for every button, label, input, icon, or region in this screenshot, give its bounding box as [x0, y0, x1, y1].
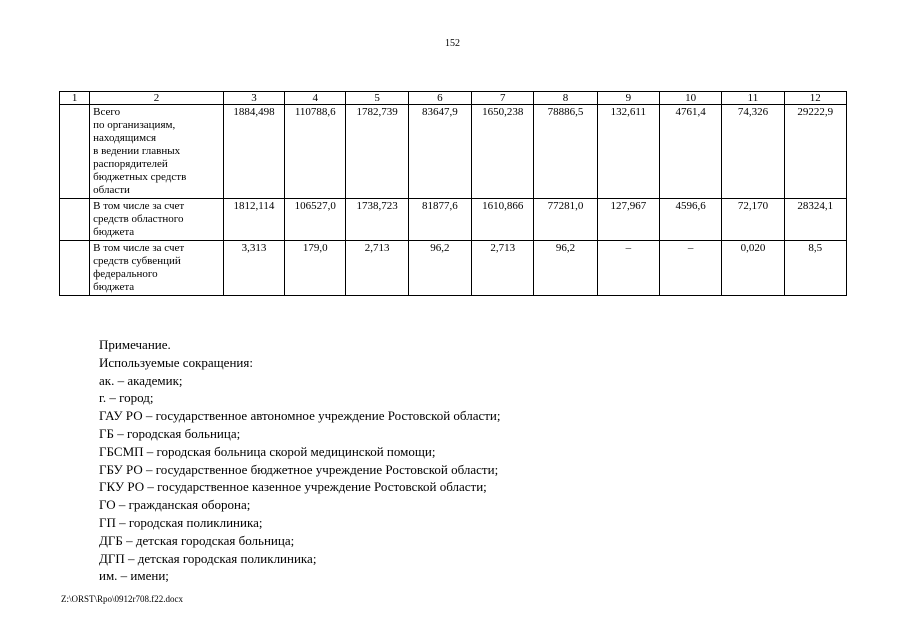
row-label-line: Всего [93, 106, 121, 118]
row-label-line: средств субвенций [93, 255, 181, 267]
table-body [60, 92, 847, 296]
value-cell-col-6: 96,2 [408, 241, 471, 296]
value-cell-col-8: 78886,5 [534, 105, 597, 199]
abbreviation-item: ДГБ – детская городская больница; [99, 532, 295, 548]
header-cell-8: 8 [534, 92, 597, 105]
row-label-line: средств областного [93, 213, 184, 225]
value-cell-col-7: 1610,866 [472, 199, 534, 241]
abbreviation-item: ГКУ РО – государственное казенное учреждение Ростовской области; [99, 479, 487, 495]
value-cell-col-9: – [597, 241, 659, 296]
row-number-cell [60, 199, 90, 241]
row-label-line: в ведении главных [93, 145, 181, 157]
value-cell-col-3: 1884,498 [223, 105, 284, 199]
abbreviation-item: ГП – городская поликлиника; [99, 514, 263, 530]
abbreviation-list [99, 372, 859, 586]
table-row [60, 241, 847, 296]
header-cell-12: 12 [784, 92, 846, 105]
value-cell-col-9: 127,967 [597, 199, 659, 241]
abbreviation-item: г. – город; [99, 390, 154, 406]
value-cell-col-5: 1782,739 [346, 105, 408, 199]
value-cell-col-4: 179,0 [285, 241, 346, 296]
data-table [59, 91, 847, 296]
value-cell-col-4: 110788,6 [285, 105, 346, 199]
row-label [90, 241, 224, 296]
row-label-line: В том числе за счет [93, 242, 185, 254]
header-cell-1: 1 [60, 92, 90, 105]
abbreviation-item: ак. – академик; [99, 372, 183, 388]
abbreviation-item: ГАУ РО – государственное автономное учреждение Ростовской области; [99, 408, 501, 424]
header-cell-7: 7 [472, 92, 534, 105]
value-cell-col-6: 81877,6 [408, 199, 471, 241]
notes-title: Примечание. [99, 337, 171, 352]
row-label-line: области [93, 184, 130, 196]
table-header-row [60, 92, 847, 105]
row-number-cell [60, 105, 90, 199]
value-cell-col-7: 2,713 [472, 241, 534, 296]
abbreviation-item: ГБСМП – городская больница скорой медицинской помощи; [99, 443, 436, 459]
abbreviation-item: ГБ – городская больница; [99, 425, 241, 441]
table-row [60, 199, 847, 241]
row-label-line: бюджета [93, 281, 135, 293]
value-cell-col-12: 29222,9 [784, 105, 846, 199]
header-cell-9: 9 [597, 92, 659, 105]
page-number: 152 [445, 38, 460, 49]
header-cell-5: 5 [346, 92, 408, 105]
value-cell-col-5: 2,713 [346, 241, 408, 296]
notes-section [99, 336, 859, 585]
row-label-line: по организациям, [93, 119, 176, 131]
value-cell-col-12: 28324,1 [784, 199, 846, 241]
row-label-line: федерального [93, 268, 158, 280]
value-cell-col-8: 77281,0 [534, 199, 597, 241]
value-cell-col-10: – [659, 241, 721, 296]
row-label-line: бюджета [93, 226, 135, 238]
value-cell-col-6: 83647,9 [408, 105, 471, 199]
row-label [90, 105, 224, 199]
header-cell-10: 10 [659, 92, 721, 105]
row-label-line: находящимся [93, 132, 157, 144]
row-label-line: В том числе за счет [93, 200, 185, 212]
header-cell-11: 11 [722, 92, 784, 105]
value-cell-col-11: 0,020 [722, 241, 784, 296]
header-cell-4: 4 [285, 92, 346, 105]
row-label-line: распорядителей [93, 158, 168, 170]
abbreviation-item: ДГП – детская городская поликлиника; [99, 550, 317, 566]
value-cell-col-9: 132,611 [597, 105, 659, 199]
file-path-footer: Z:\ORST\Rpo\0912r708.f22.docx [61, 594, 183, 604]
abbreviation-item: ГБУ РО – государственное бюджетное учреждение Ростовской области; [99, 461, 499, 477]
value-cell-col-10: 4596,6 [659, 199, 721, 241]
value-cell-col-3: 3,313 [223, 241, 284, 296]
table-row [60, 105, 847, 199]
value-cell-col-11: 72,170 [722, 199, 784, 241]
row-number-cell [60, 241, 90, 296]
header-cell-2: 2 [90, 92, 224, 105]
abbreviation-item: им. – имени; [99, 568, 169, 584]
value-cell-col-5: 1738,723 [346, 199, 408, 241]
value-cell-col-7: 1650,238 [472, 105, 534, 199]
value-cell-col-12: 8,5 [784, 241, 846, 296]
value-cell-col-3: 1812,114 [223, 199, 284, 241]
row-label [90, 199, 224, 241]
notes-subtitle: Используемые сокращения: [99, 354, 253, 370]
header-cell-3: 3 [223, 92, 284, 105]
row-label-line: бюджетных средств [93, 171, 187, 183]
abbreviation-item: ГО – гражданская оборона; [99, 497, 251, 513]
value-cell-col-8: 96,2 [534, 241, 597, 296]
value-cell-col-11: 74,326 [722, 105, 784, 199]
header-cell-6: 6 [408, 92, 471, 105]
value-cell-col-4: 106527,0 [285, 199, 346, 241]
value-cell-col-10: 4761,4 [659, 105, 721, 199]
